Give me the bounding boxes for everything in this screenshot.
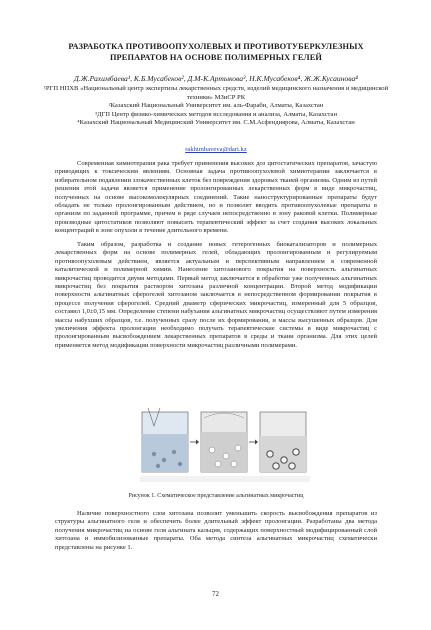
body-paragraph-1: Современная химиотерапия рака требует применения высоких доз цитостатических препаратов, зачастую приводящих к токсическим явлениям. Основная задача противоопухолевой химиотерапии заключается в избирательном подавлении злокачественных клеток без повреждения здоровых тканей организма. Одним из путей решения этой задачи является применение пролонгированных лекарственных форм в виде микрочастиц, полученных на основе высокомолекулярных соединений. Такие наноструктурированные препараты будут обладать не только пролонгированным действием, но и позволят вводить противоопухолевые препараты в организм по заданной программе, причем в ряде случаев непосредственно в зону раковой клетки. Полимерные производные цитостатиков позволяют повысить терапевтический эффект за счет создания высоких локальных концентраций в зоне опухоли в течение длительного времени. — [55, 160, 377, 235]
figure-panel-3 — [260, 412, 306, 472]
affiliation-1: ¹РГП НПХВ «Национальный центр экспертизы лекарственных средств, изделий медицинского назначения и медицинской техники» МЗиСР РК — [43, 85, 389, 101]
email-link[interactable]: rakhimbaveva@dari.kz — [185, 146, 247, 153]
body-paragraph-2: Таким образом, разработка и создание новых гетерогенных биокатализаторов и полимерных лекарственных форм на основе полимерных гелей, обладающих пролонгированным и регулируемым противоопухолевым действием, является актуальным и перспективным направлением в современной каталитической и полимерной химии. Нанесение хитозанового покрытия на поверхность альгинатных микрочастиц проводится двумя методами. Первый метод заключается в обработке уже полученных альгинатных микрочастиц без покрытия раствором хитозана различной концентрации. Второй метод модификации поверхности альгинатных сферогелей хитозаном заключается в непосредственном формировании покрытия в процессе получения сферогелей. Средний диаметр сферических микрочастиц, измеренный для 5 образцов, составил 1,0±0,15 мм. Определение степени набухания альгинатных микрочастиц осуществляют путем измерения массы набухших образцов, т.е. полученных сразу после их формирования, и массы высушенных образцов. Для увеличения эффекта пролонгации необходимо получать терапевтические системы в виде микрочастиц с пролонгированным высвобождением лекарственных препаратов в среды и ткани организма. Для этих целей применяется метод модификации поверхности микрочастиц различными полимерами. — [55, 241, 377, 349]
figure-alginate-microparticles — [140, 404, 310, 486]
figure-panel-2 — [201, 412, 247, 472]
affiliation-3: ³ДГП Центр физико-химических методов исследования и анализа, Алматы, Казахстан — [95, 110, 337, 118]
author-list: Д.Ж.Рахимбаева¹, К.Б.Мусабеков², Д.М-К.Артыкова³, Н.К.Мусабеков⁴, Ж.Ж.Кусаинова⁴ — [74, 74, 358, 83]
body-paragraph-3: Наличие поверхностного слоя хитозана позволит уменьшить скорость высвобождения препаратов из структуры альгинатного геля и обеспечить более длительный эффект пролонгации. Разработаны два метода получения микрочастиц на основе геля альгината кальция, содержащих поверхностный модифицированный слой хитозана и иммобилизованные препараты. Оба метода синтеза альгинатных микрочастиц схематически представлены на рисунке 1. — [55, 510, 377, 551]
affiliation-list — [36, 85, 396, 128]
figure-arrowhead-2 — [255, 440, 258, 445]
affiliation-4: ⁴Казахский Национальный Медицинский Университет им. С.М.Асфендиярова, Алматы, Казахстан — [77, 119, 355, 127]
contact-email — [36, 146, 396, 154]
affiliation-2: ²Казахский Национальный Университет им. аль-Фараби, Алматы, Казахстан — [108, 102, 324, 110]
figure-panel-1 — [142, 408, 188, 472]
figure-arrowhead-1 — [196, 440, 199, 445]
paper-title: РАЗРАБОТКА ПРОТИВООПУХОЛЕВЫХ И ПРОТИВОТУБЕРКУЛЕЗНЫХ ПРЕПАРАТОВ НА ОСНОВЕ ПОЛИМЕРНЫХ ГЕЛЕЙ — [68, 42, 364, 62]
figure-caption: Рисунок 1. Схематическое представление альгинатных микрочастиц — [128, 493, 304, 499]
page-number: 72 — [212, 590, 219, 598]
figure-base — [140, 476, 310, 482]
